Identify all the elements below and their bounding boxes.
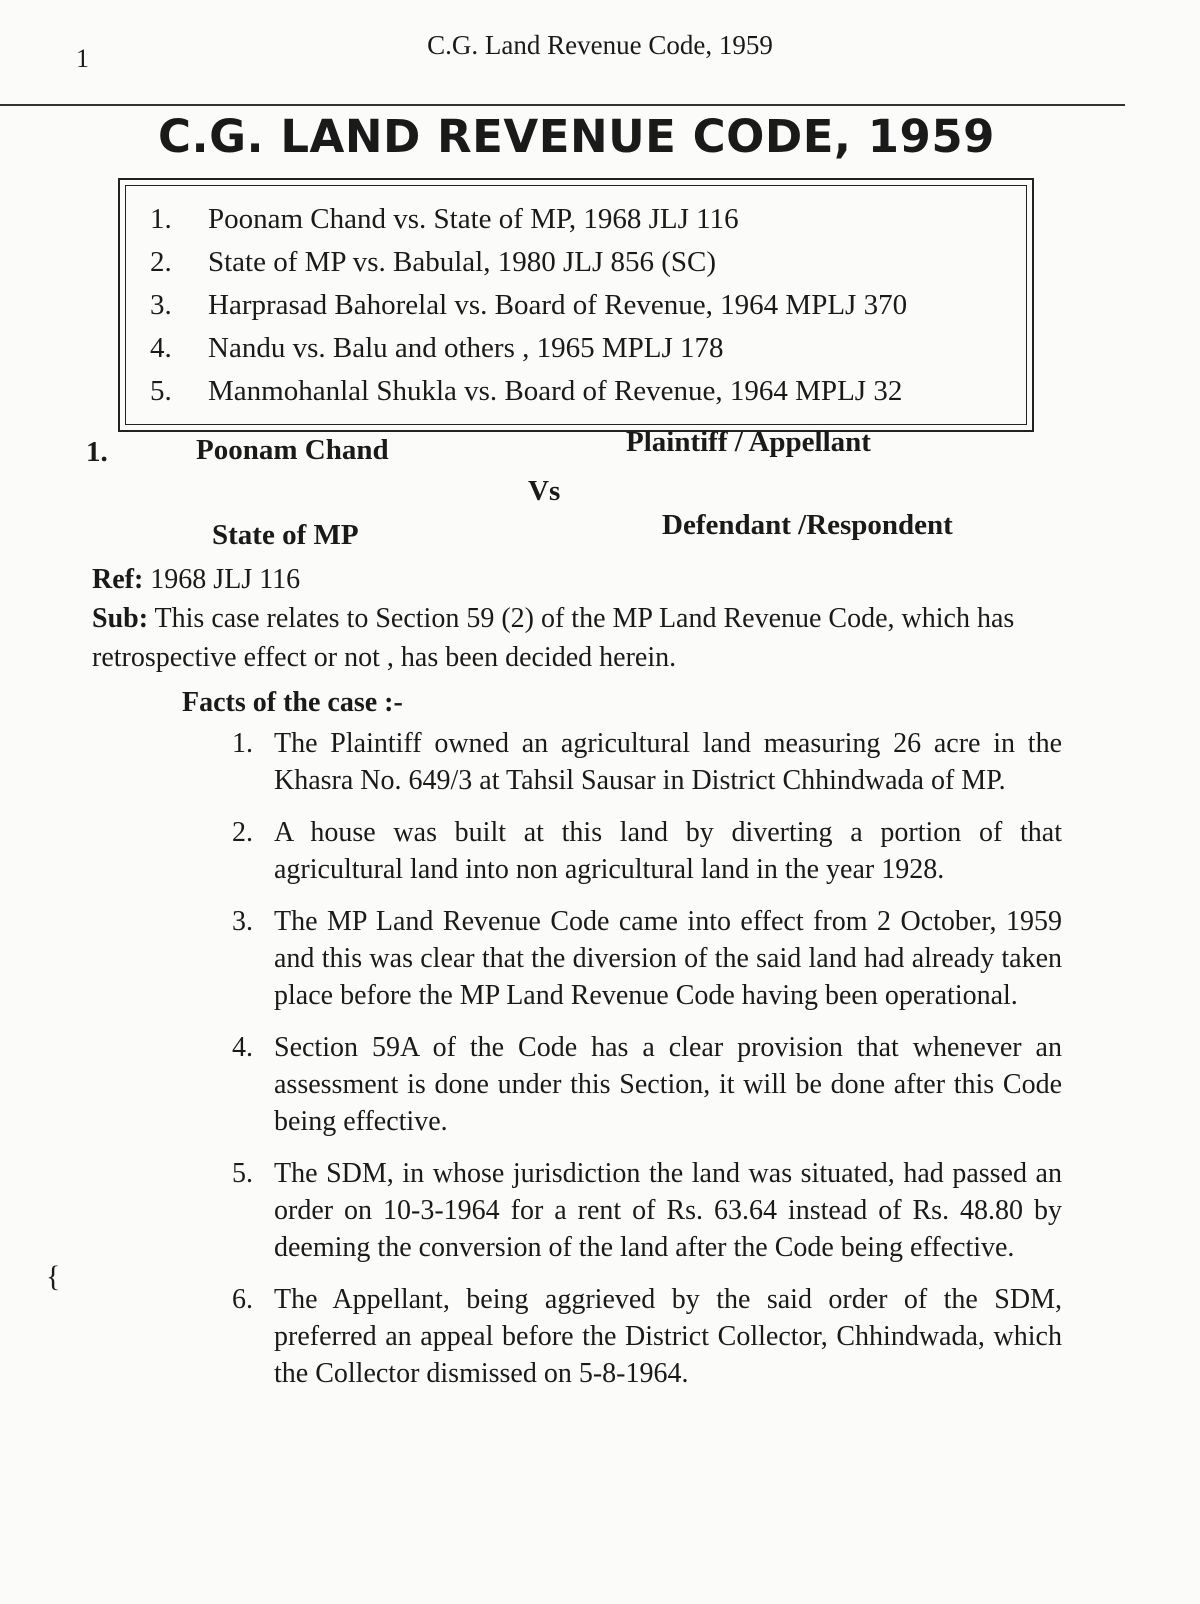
ref-label: Ref: — [92, 564, 144, 595]
facts-heading: Facts of the case :- — [182, 687, 403, 718]
case-list-text: Harprasad Bahorelal vs. Board of Revenue, 1964 MPLJ 370 — [208, 289, 908, 321]
case-list-item — [150, 327, 907, 370]
fact-number: 4. — [232, 1032, 253, 1063]
fact-text: The Plaintiff owned an agricultural land measuring 26 acre in the Khasra No. 649/3 at Tahsil Sausar in District Chhindwada of MP. — [274, 728, 1062, 796]
fact-item — [232, 903, 1062, 1014]
ref-value: 1968 JLJ 116 — [150, 564, 301, 595]
fact-text: The Appellant, being aggrieved by the said order of the SDM, preferred an appeal before the District Collector, Chhindwada, which the Collector dismissed on 5-8-1964. — [274, 1284, 1062, 1389]
case-list-text: State of MP vs. Babulal, 1980 JLJ 856 (SC) — [208, 246, 717, 278]
fact-number: 6. — [232, 1284, 253, 1315]
case-list-number: 5. — [150, 375, 172, 407]
case-list-item — [150, 241, 907, 284]
case-list-text: Nandu vs. Balu and others , 1965 MPLJ 178 — [208, 332, 724, 364]
case-list-number: 2. — [150, 246, 172, 278]
fact-number: 5. — [232, 1158, 253, 1189]
page-number: 1 — [76, 44, 89, 73]
case-list-number: 3. — [150, 289, 172, 321]
page-title: C.G. LAND REVENUE CODE, 1959 — [158, 110, 995, 163]
plaintiff-role: Plaintiff / Appellant — [626, 426, 871, 458]
sub-label: Sub: — [92, 603, 149, 634]
fact-item — [232, 725, 1062, 799]
versus-label: Vs — [528, 475, 561, 507]
fact-number: 3. — [232, 906, 253, 937]
facts-list — [232, 725, 1062, 1407]
defendant-role: Defendant /Respondent — [662, 509, 953, 541]
case-list-item — [150, 370, 907, 413]
case-list-item — [150, 284, 907, 327]
reference-line — [92, 560, 1052, 599]
fact-text: A house was built at this land by diverting a portion of that agricultural land into non agricultural land in the year 1928. — [274, 817, 1062, 885]
fact-item — [232, 1155, 1062, 1266]
header-rule — [0, 104, 1125, 106]
case-list-number: 1. — [150, 203, 172, 235]
fact-text: The MP Land Revenue Code came into effect from 2 October, 1959 and this was clear that the diversion of the said land had already taken place before the MP Land Revenue Code having been operational. — [274, 906, 1062, 1011]
fact-item — [232, 1029, 1062, 1140]
case-list-number: 4. — [150, 332, 172, 364]
case-list-text: Poonam Chand vs. State of MP, 1968 JLJ 116 — [208, 203, 739, 235]
case-list — [150, 198, 907, 413]
fact-text: The SDM, in whose jurisdiction the land was situated, had passed an order on 10-3-1964 for a rent of Rs. 63.64 instead of Rs. 48.80 by deeming the conversion of the land after the Code being effective. — [274, 1158, 1062, 1263]
subject-paragraph — [92, 599, 1052, 677]
fact-number: 1. — [232, 728, 253, 759]
sub-text: This case relates to Section 59 (2) of the MP Land Revenue Code, which has retrospective effect or not , has been decided herein. — [92, 603, 1015, 673]
case-list-item — [150, 198, 907, 241]
case-number: 1. — [86, 436, 108, 468]
running-header: C.G. Land Revenue Code, 1959 — [427, 30, 773, 60]
fact-item — [232, 1281, 1062, 1392]
defendant-name: State of MP — [212, 519, 359, 551]
plaintiff-name: Poonam Chand — [196, 434, 389, 466]
fact-text: Section 59A of the Code has a clear provision that whenever an assessment is done under this Section, it will be done after this Code being effective. — [274, 1032, 1062, 1137]
case-list-text: Manmohanlal Shukla vs. Board of Revenue, 1964 MPLJ 32 — [208, 375, 903, 407]
fact-item — [232, 814, 1062, 888]
fact-number: 2. — [232, 817, 253, 848]
margin-mark: { — [46, 1260, 61, 1293]
